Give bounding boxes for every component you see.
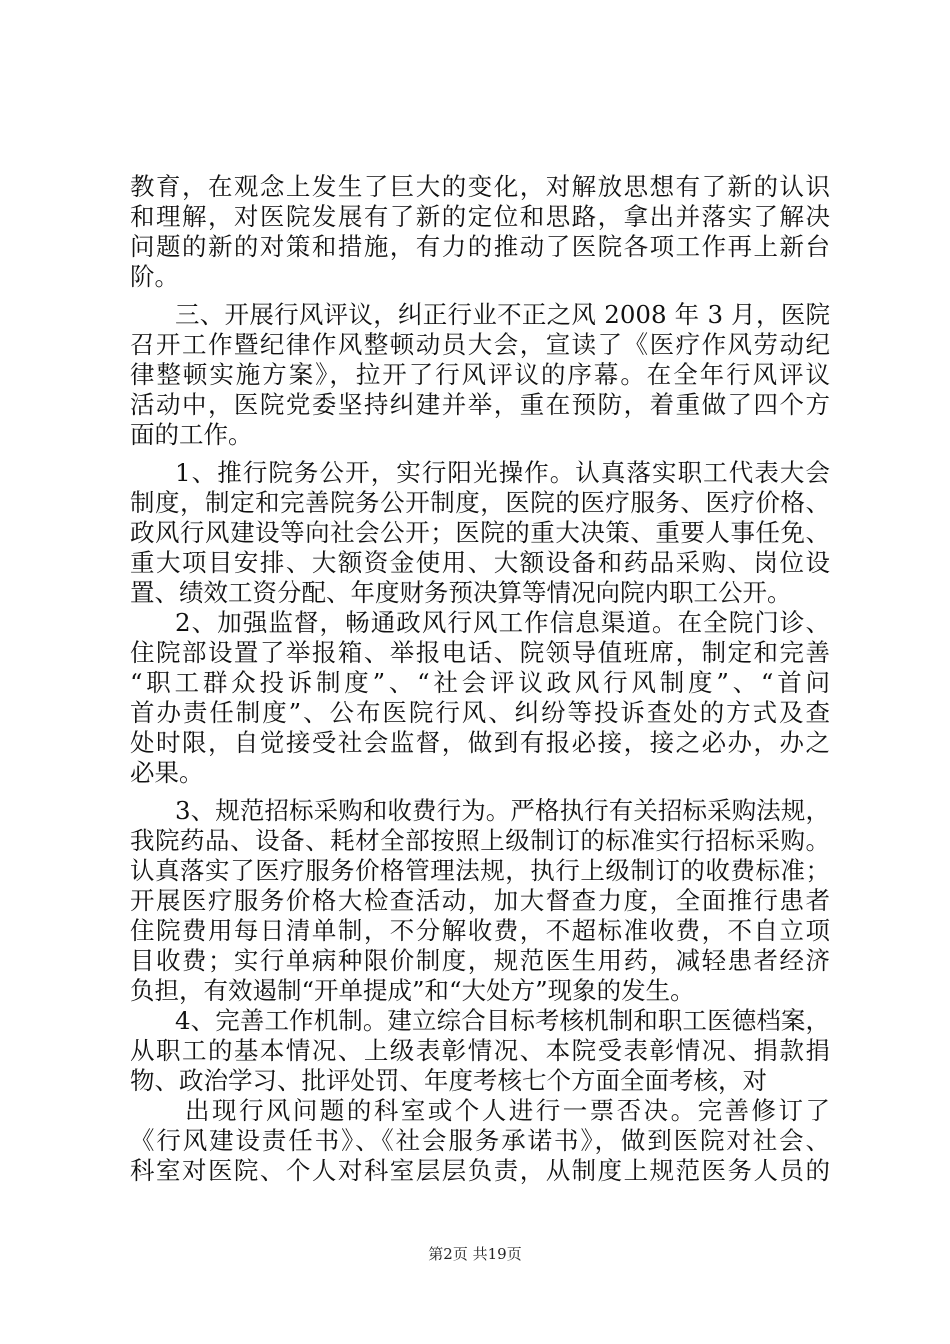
text-line: 1、推行院务公开，实行阳光操作。认真落实职工代表大会 [175, 458, 830, 487]
text-line: “职工群众投诉制度”、“社会评议政风行风制度”、“首问 [130, 668, 830, 697]
text-line: 问题的新的对策和措施，有力的推动了医院各项工作再上新台 [130, 232, 830, 261]
text-line: 必果。 [130, 758, 204, 787]
text-line: 从职工的基本情况、上级表彰情况、本院受表彰情况、捐款捐 [130, 1036, 830, 1065]
text-line: 和理解，对医院发展有了新的定位和思路，拿出并落实了解决 [130, 202, 830, 231]
text-line: 物、政治学习、批评处罚、年度考核七个方面全面考核，对 [130, 1066, 767, 1095]
text-line: 处时限，自觉接受社会监督，做到有报必接，接之必办，办之 [130, 728, 830, 757]
text-line: 面的工作。 [130, 420, 253, 449]
text-line: 置、绩效工资分配、年度财务预决算等情况向院内职工公开。 [130, 578, 792, 607]
text-line: 3、规范招标采购和收费行为。严格执行有关招标采购法规， [175, 796, 830, 825]
text-line: 教育，在观念上发生了巨大的变化，对解放思想有了新的认识 [130, 172, 830, 201]
text-line: 阶。 [130, 262, 179, 291]
text-line: 我院药品、设备、耗材全部按照上级制订的标准实行招标采购。 [130, 826, 830, 855]
text-line: 活动中，医院党委坚持纠建并举，重在预防，着重做了四个方 [130, 390, 830, 419]
text-line: 律整顿实施方案》，拉开了行风评议的序幕。在全年行风评议 [130, 360, 830, 389]
text-line: 出现行风问题的科室或个人进行一票否决。完善修订了 [185, 1096, 830, 1125]
text-line: 政风行风建设等向社会公开；医院的重大决策、重要人事任免、 [130, 518, 830, 547]
text-line: 制度，制定和完善院务公开制度，医院的医疗服务、医疗价格、 [130, 488, 830, 517]
text-line: 开展医疗服务价格大检查活动，加大督查力度，全面推行患者 [130, 886, 830, 915]
text-line: 认真落实了医疗服务价格管理法规，执行上级制订的收费标准； [130, 856, 830, 885]
text-line: 住院费用每日清单制，不分解收费，不超标准收费，不自立项 [130, 916, 830, 945]
page-footer: 第2页 共19页 [428, 1245, 522, 1263]
text-line: 重大项目安排、大额资金使用、大额设备和药品采购、岗位设 [130, 548, 830, 577]
text-line: 《行风建设责任书》、《社会服务承诺书》，做到医院对社会、 [130, 1126, 830, 1155]
text-line: 负担，有效遏制“开单提成”和“大处方”现象的发生。 [130, 976, 695, 1005]
text-line: 召开工作暨纪律作风整顿动员大会，宣读了《医疗作风劳动纪 [130, 330, 830, 359]
text-line: 2、加强监督，畅通政风行风工作信息渠道。在全院门诊、 [175, 608, 830, 637]
text-line: 目收费；实行单病种限价制度，规范医生用药，减轻患者经济 [130, 946, 830, 975]
text-line: 4、完善工作机制。建立综合目标考核机制和职工医德档案， [175, 1006, 830, 1035]
text-line: 首办责任制度”、公布医院行风、纠纷等投诉查处的方式及查 [130, 698, 830, 727]
text-line: 科室对医院、个人对科室层层负责，从制度上规范医务人员的 [130, 1156, 830, 1185]
text-line: 住院部设置了举报箱、举报电话、院领导值班席，制定和完善 [130, 638, 830, 667]
text-line: 三、开展行风评议，纠正行业不正之风 2008 年 3 月，医院 [175, 300, 830, 329]
